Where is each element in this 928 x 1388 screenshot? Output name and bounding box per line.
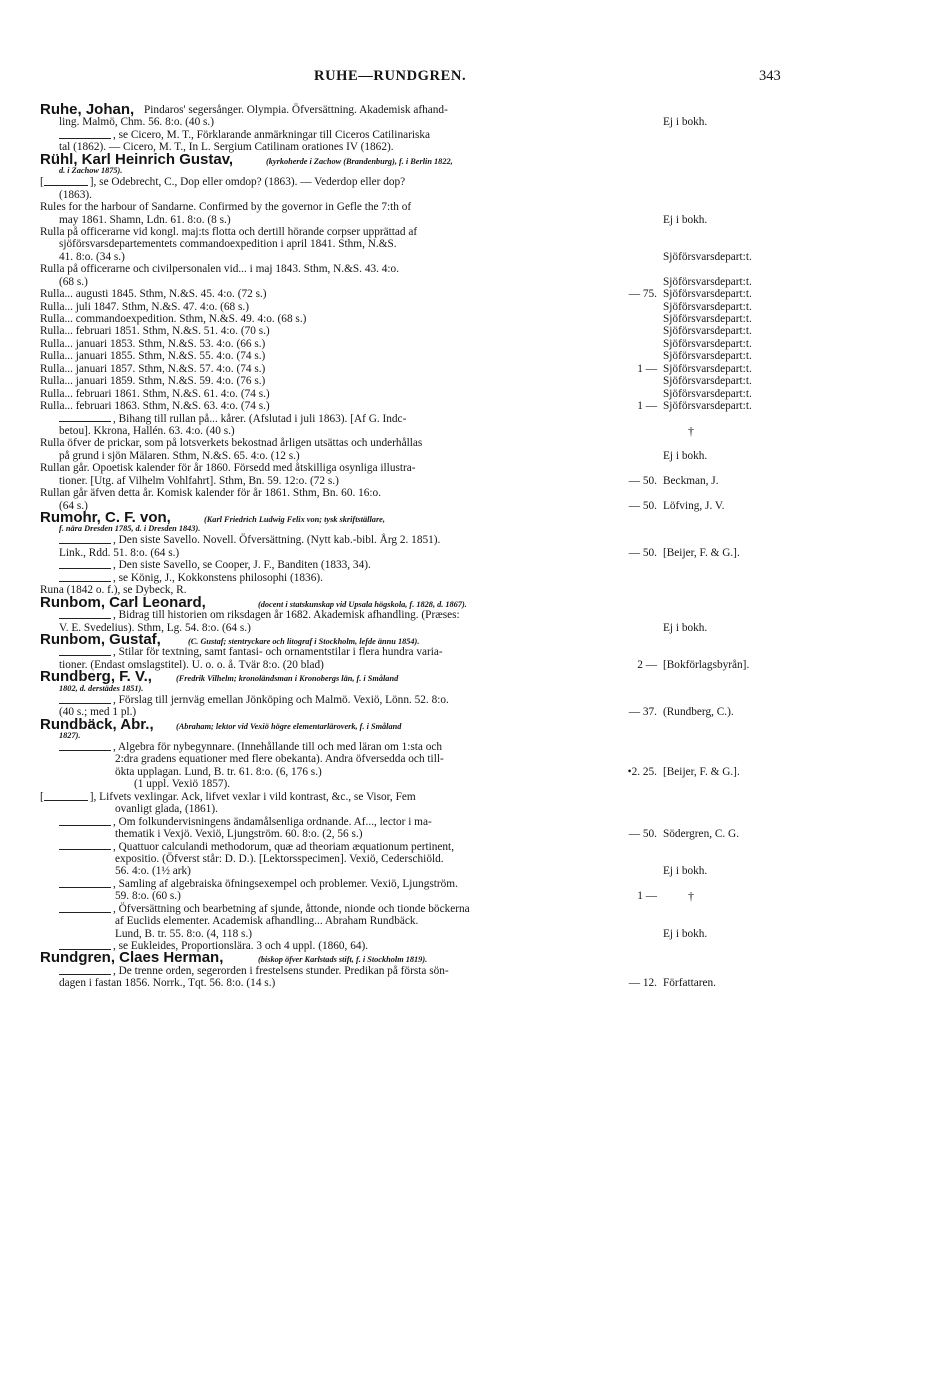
entry-text: , Bihang till rullan på... kårer. (Afslutad i juli 1863). [Af G. Indc- (113, 412, 407, 425)
seller: Sjöförsvarsdepart:t. (663, 288, 752, 301)
entry-ruhl-karl (0, 150, 928, 201)
seller: [Beijer, F. & G.]. (663, 765, 740, 778)
seller: Sjöförsvarsdepart:t. (663, 313, 752, 325)
entry-runbom-carl (0, 593, 928, 634)
seller: Ej i bokh. (663, 116, 708, 129)
page-number: 343 (759, 68, 781, 84)
repeat-dash (59, 843, 111, 850)
entry-ruhe-johan (0, 101, 928, 154)
seller: Södergren, C. G. (663, 828, 740, 841)
entry-text: 41. 8:o. (34 s.) (59, 250, 125, 263)
entry-text: ovanligt glada, (1861). (115, 803, 218, 816)
entry-runbom-gustaf (0, 630, 928, 671)
entry-text: ling. Malmö, Chm. 56. 8:o. (40 s.) (59, 116, 215, 129)
entry-text: Rulla... juli 1847. Sthm, N.&S. 47. 4:o. (68 s.) (40, 300, 250, 313)
repeat-dash (59, 537, 111, 544)
entry-text: tioner. [Utg. af Vilhelm Vohlfahrt]. Sthm, Bn. 59. 12:o. (72 s.) (59, 474, 339, 487)
seller: Sjöförsvarsdepart:t. (663, 387, 752, 400)
entry-text: på grund i sjön Mälaren. Sthm, N.&S. 65. 4:o. (12 s.) (59, 449, 300, 462)
price: 2 — (637, 658, 657, 671)
entry-text: Rulla... augusti 1845. Sthm, N.&S. 45. 4:o. (72 s.) (40, 288, 267, 301)
repeat-dash (59, 819, 111, 826)
page-title: RUHE—RUNDGREN. (314, 68, 467, 84)
seller: Ej i bokh. (663, 449, 708, 462)
biography: 1802, d. derstädes 1851). (59, 683, 144, 693)
price: •2. 25. (627, 765, 657, 778)
entry-rundberg (0, 668, 928, 719)
repeat-dash (59, 575, 111, 582)
entry-rullan-gar (0, 462, 928, 487)
entry-heading: Rumohr, C. F. von, (40, 509, 171, 526)
entry-text: tal (1862). — Cicero, M. T., In L. Sergium Catilinam orationes IV (1862). (59, 141, 394, 154)
page-header (0, 68, 928, 90)
biography: (docent i statskunskap vid Upsala högskola, f. 1828, d. 1867). (258, 599, 467, 609)
entry-text: Rulla... commandoexpedition. Sthm, N.&S. 49. 4:o. (68 s.) (40, 313, 307, 325)
entry-text: , se Cicero, M. T., Förklarande anmärkningar till Ciceros Catilinariska (113, 128, 431, 141)
entry-heading: Rundbäck, Abr., (40, 715, 154, 733)
seller: Sjöförsvarsdepart:t. (663, 362, 752, 375)
entry-rulla-1843 (0, 263, 928, 288)
entry-text: Link., Rdd. 51. 8:o. (64 s.) (59, 546, 180, 559)
biography: f. nära Dresden 1785, d. i Dresden 1843). (59, 524, 201, 534)
entry-text: Rulla... februari 1863. Sthm, N.&S. 63. 4:o. (74 s.) (40, 400, 270, 413)
seller: Sjöförsvarsdepart:t. (663, 350, 752, 363)
bracket: [ (40, 176, 44, 189)
entry-text: may 1861. Shamn, Ldn. 61. 8:o. (8 s.) (59, 213, 231, 226)
entry-heading: Runbom, Carl Leonard, (40, 593, 206, 611)
seller: Sjöförsvarsdepart:t. (663, 375, 752, 388)
entry-text: Rulla... januari 1855. Sthm, N.&S. 55. 4:o. (74 s.) (40, 350, 266, 363)
repeat-dash (59, 562, 111, 569)
entry-text: Rulla... februari 1861. Sthm, N.&S. 61. 4:o. (74 s.) (40, 387, 270, 400)
entry-text: (64 s.) (59, 499, 88, 512)
entry-text: dagen i fastan 1856. Norrk., Tqt. 56. 8:o. (14 s.) (59, 977, 276, 990)
entry-rulla-bihang (0, 413, 928, 438)
price: — 50. (628, 828, 657, 841)
biography: d. i Zachow 1875). (59, 166, 123, 176)
entry-rules-sandarne (0, 201, 928, 226)
entry-text: , se König, J., Kokkonstens philosophi (1836). (113, 571, 323, 584)
repeat-dash (59, 132, 111, 139)
seller: Beckman, J. (663, 474, 719, 487)
entry-text: Runa (1842 o. f.), se Dybeck, R. (40, 584, 187, 597)
entry-text: tioner. (Endast omslagstitel). U. o. o. å. Tvär 8:o. (20 blad) (59, 658, 324, 671)
entry-text: expositio. (Öfverst står: D. D.). [Lektorsspecimen]. Vexiö, Cederschiöld. (115, 852, 444, 865)
seller: Sjöförsvarsdepart:t. (663, 250, 752, 263)
repeat-dash (59, 697, 111, 704)
price: 1 — (637, 362, 657, 375)
entry-text: 59. 8:o. (60 s.) (115, 890, 181, 903)
entry-text: ], Lifvets vexlingar. Ack, lifvet vexlar i vild kontrast, &c., se Visor, Fem (89, 790, 416, 803)
entry-text: , Den siste Savello, se Cooper, J. F., Banditen (1833, 34). (113, 559, 371, 572)
entry-heading: Runbom, Gustaf, (40, 630, 161, 648)
seller: Ej i bokh. (663, 927, 708, 940)
entry-text: Rullan går äfven detta år. Komisk kalender för år 1861. Sthm, Bn. 60. 16:o. (40, 487, 382, 500)
repeat-dash (59, 415, 111, 422)
price: 1 — (637, 400, 657, 413)
repeat-dash (59, 649, 111, 656)
price: — 37. (628, 706, 657, 719)
entry-text: , Algebra för nybegynnare. (Innehållande till och med läran om 1:sta och (113, 741, 443, 753)
entry-rundback (0, 715, 928, 953)
entry-rulla-1841 (0, 226, 928, 263)
seller: Ej i bokh. (663, 865, 708, 878)
price: — 50. (628, 499, 657, 512)
entry-heading: Rundberg, F. V., (40, 668, 152, 686)
entry-rulla-series (0, 288, 928, 412)
entry-text: Rullan går. Opoetisk kalender för år 1860. Försedd med åtskilliga osynliga illustra- (40, 462, 416, 475)
entry-text: af Euclids elementer. Academisk afhandling... Abraham Rundbäck. (115, 915, 419, 928)
repeat-dash (59, 612, 111, 619)
catalog-listing (0, 101, 928, 990)
entry-text: Rulla... januari 1859. Sthm, N.&S. 59. 4:o. (76 s.) (40, 375, 266, 388)
repeat-dash (59, 906, 111, 913)
entry-text: thematik i Vexjö. Vexiö, Ljungström. 60. 8:o. (2, 56 s.) (115, 828, 363, 841)
seller: Sjöförsvarsdepart:t. (663, 325, 752, 338)
seller: Ej i bokh. (663, 213, 708, 226)
seller: Sjöförsvarsdepart:t. (663, 337, 752, 350)
price: — 75. (628, 288, 657, 301)
seller: (Rundberg, C.). (663, 706, 734, 719)
biography: (biskop öfver Karlstads stift, f. i Stockholm 1819). (258, 955, 428, 965)
seller: Sjöförsvarsdepart:t. (663, 275, 752, 288)
biography: (Karl Friedrich Ludwig Felix von; tysk skriftställare, (204, 515, 385, 524)
biography: (C. Gustaf; stentryckare och litograf i Stockholm, lefde ännu 1854). (188, 636, 420, 646)
entry-text: Lund, B. tr. 55. 8:o. (4, 118 s.) (115, 927, 253, 940)
repeat-dash (44, 794, 88, 801)
entry-rulla-prickar (0, 437, 928, 462)
entry-text: 56. 4:o. (1½ ark) (115, 865, 191, 878)
entry-heading: Rühl, Karl Heinrich Gustav, (40, 150, 234, 168)
biography: (Abraham; lektor vid Vexiö högre elementarläroverk, f. i Småland (176, 721, 402, 731)
repeat-dash (59, 968, 111, 975)
entry-text: (68 s.) (59, 275, 88, 288)
entry-text: (1863). (59, 188, 92, 201)
entry-text: betou]. Kkrona, Hallén. 63. 4:o. (40 s.) (59, 424, 235, 437)
seller: Löfving, J. V. (663, 499, 725, 512)
entry-text: , Förslag till jernväg emellan Jönköping och Malmö. Vexiö, Lönn. 52. 8:o. (113, 693, 449, 706)
entry-text: Rulla öfver de prickar, som på lotsverkets bekostnad årligen utsättas och underhållas (40, 437, 423, 450)
entry-rumohr (0, 509, 928, 584)
seller: [Beijer, F. & G.]. (663, 546, 740, 559)
entry-text: (40 s.; med 1 pl.) (59, 706, 137, 719)
entry-text: ökta upplagan. Lund, B. tr. 61. 8:o. (6, 176 s.) (115, 765, 322, 778)
seller: Sjöförsvarsdepart:t. (663, 300, 752, 313)
dagger-mark: † (688, 423, 694, 438)
entry-text: V. E. Svedelius). Sthm, Lg. 54. 8:o. (64 s.) (59, 621, 251, 634)
price: 1 — (637, 890, 657, 903)
biography: (kyrkoherde i Zachow (Brandenburg), f. i Berlin 1822, (266, 156, 453, 166)
entry-text: Rulla på officerarne och civilpersonalen vid... i maj 1843. Sthm, N.&S. 43. 4:o. (40, 263, 400, 276)
biography: (Fredrik Vilhelm; kronoländsman i Kronobergs län, f. i Småland (176, 674, 399, 684)
entry-text: , Öfversättning och bearbetning af sjunde, åttonde, nionde och tionde böckerna (113, 902, 470, 915)
bracket: [ (40, 790, 44, 803)
entry-text: , Den siste Savello. Novell. Öfversättning. (Nytt kab.-bibl. Årg 2. 1851). (113, 534, 441, 547)
seller: Sjöförsvarsdepart:t. (663, 400, 752, 413)
entry-text: , Om folkundervisningens ändamålsenliga ordnande. Af..., lector i ma- (113, 815, 432, 828)
entry-text: Pindaros' segersånger. Olympia. Öfversättning. Akademisk afhand- (144, 104, 448, 116)
repeat-dash (59, 744, 111, 751)
entry-text: Rulla... januari 1853. Sthm, N.&S. 53. 4:o. (66 s.) (40, 337, 266, 350)
seller: Författaren. (663, 977, 717, 990)
repeat-dash (44, 179, 88, 186)
entry-text: Rulla på officerarne vid kongl. maj:ts flotta och dertill hörande corpser upprättad af (40, 225, 418, 238)
entry-text: , Stilar för textning, samt fantasi- och ornamentstilar i flera hundra varia- (113, 646, 443, 659)
entry-text: (1 uppl. Vexiö 1857). (134, 778, 231, 791)
entry-text: , Bidrag till historien om riksdagen år 1682. Akademisk afhandling. (Præses: (113, 609, 460, 622)
entry-text: Rules for the harbour of Sandarne. Confirmed by the governor in Gefle the 7:th of (40, 201, 412, 214)
seller: [Bokförlagsbyrån]. (663, 658, 750, 671)
entry-text: ], se Odebrecht, C., Dop eller omdop? (1863). — Vederdop eller dop? (89, 176, 406, 189)
repeat-dash (59, 881, 111, 888)
biography: 1827). (59, 731, 81, 740)
entry-rundgren (0, 949, 928, 990)
entry-text: Rulla... februari 1851. Sthm, N.&S. 51. 4:o. (70 s.) (40, 325, 270, 338)
price: — 50. (628, 474, 657, 487)
seller: Ej i bokh. (663, 621, 708, 634)
entry-text: 2:dra gradens equationer med flere obekanta). Andra öfversedda och till- (115, 753, 444, 766)
entry-heading: Rundgren, Claes Herman, (40, 949, 224, 967)
entry-text: , Quattuor calculandi methodorum, quæ ad theoriam æquationum pertinent, (113, 840, 455, 853)
price: — 12. (628, 977, 657, 990)
entry-text: , se Eukleides, Proportionslära. 3 och 4 uppl. (1860, 64). (113, 940, 369, 952)
price: — 50. (628, 546, 657, 559)
dagger-mark: † (688, 889, 694, 904)
entry-heading: Ruhe, Johan, (40, 101, 135, 118)
entry-text: Rulla... januari 1857. Sthm, N.&S. 57. 4:o. (74 s.) (40, 362, 266, 375)
entry-text: , Samling af algebraiska öfningsexempel och problemer. Vexiö, Ljungström. (113, 877, 458, 890)
entry-text: , De trenne orden, segerorden i frestelsens stunder. Predikan på första sön- (113, 964, 449, 977)
entry-text: sjöförsvarsdepartementets commandoexpedition i april 1841. Sthm, N.&S. (59, 238, 397, 251)
